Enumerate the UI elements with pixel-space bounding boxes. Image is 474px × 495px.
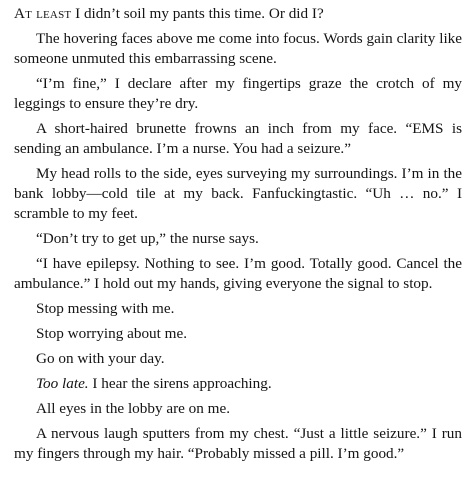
italic-phrase: Too late. xyxy=(36,375,89,392)
paragraph: “I’m fine,” I declare after my fingertips graze the crotch of my leggings to ensure they’re dry. xyxy=(14,75,462,112)
paragraph-text: I didn’t soil my pants this time. Or did I? xyxy=(71,5,324,22)
paragraph: “Don’t try to get up,” the nurse says. xyxy=(36,230,259,247)
paragraph xyxy=(14,374,462,394)
paragraph: “I have epilepsy. Nothing to see. I’m good. Totally good. Cancel the ambulance.” I hold out my hands, giving everyone the signal to stop. xyxy=(14,255,462,292)
paragraph-text: I hear the sirens approaching. xyxy=(88,375,272,392)
paragraph: The hovering faces above me come into focus. Words gain clarity like someone unmuted this embarrassing scene. xyxy=(14,30,462,67)
paragraph: My head rolls to the side, eyes surveying my surroundings. I’m in the bank lobby—cold tile at my back. Fanfuckingtastic. “Uh … no.” I scramble to my feet. xyxy=(14,165,462,222)
paragraph: A short-haired brunette frowns an inch from my face. “EMS is sending an ambulance. I’m a nurse. You had a seizure.” xyxy=(14,120,462,157)
paragraph: All eyes in the lobby are on me. xyxy=(36,400,231,417)
paragraph: A nervous laugh sputters from my chest. “Just a little seizure.” I run my fingers through my hair. “Probably missed a pill. I’m good.” xyxy=(14,425,462,462)
paragraph: Stop worrying about me. xyxy=(36,325,188,342)
paragraph: Stop messing with me. xyxy=(36,300,175,317)
paragraph: Go on with your day. xyxy=(36,350,165,367)
paragraph xyxy=(14,4,462,24)
opening-words: At least xyxy=(14,5,72,22)
